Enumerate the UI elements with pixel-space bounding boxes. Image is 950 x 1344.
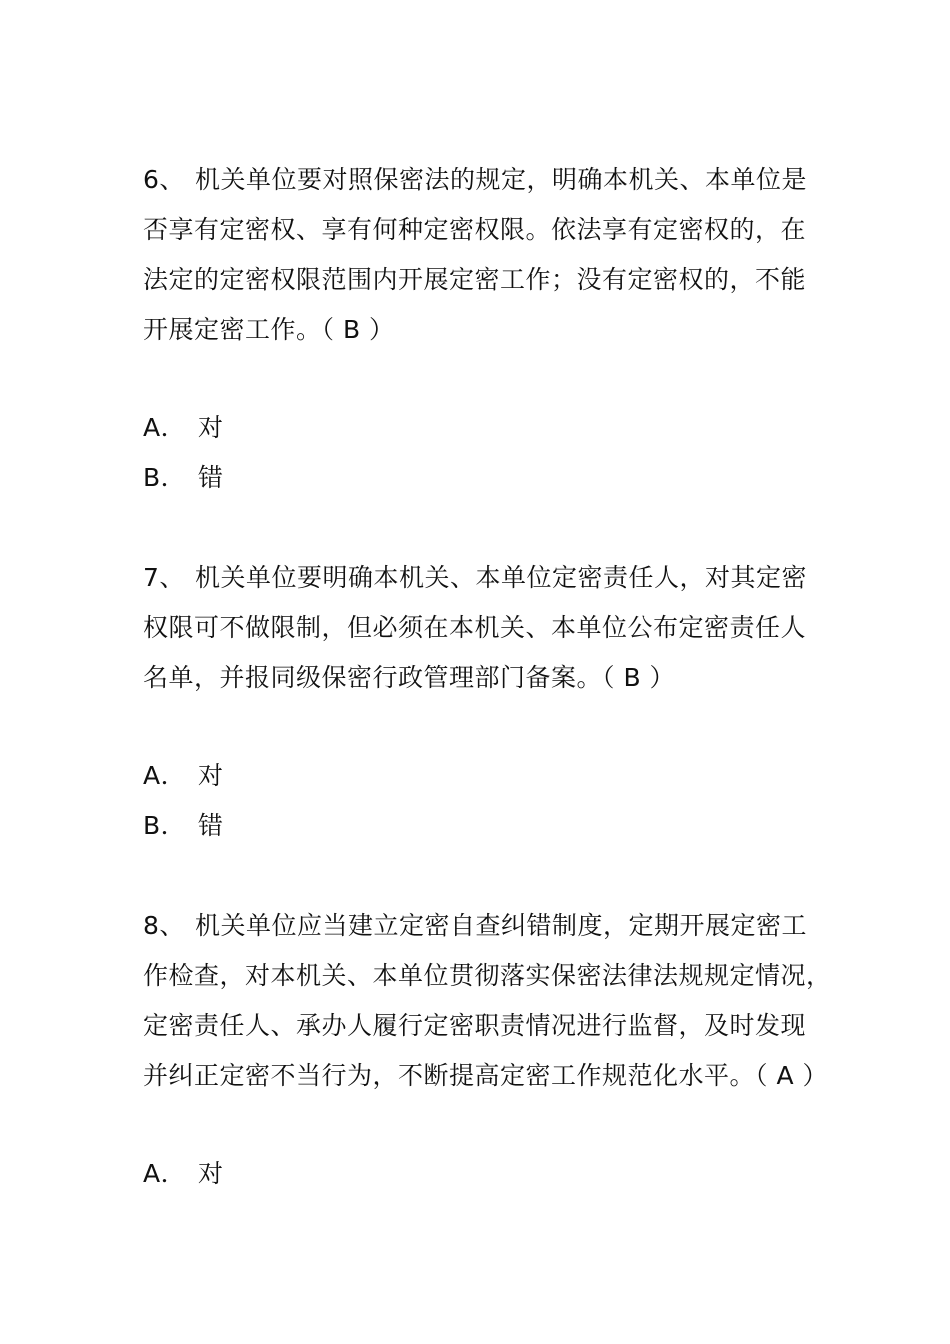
question-6-line-3: 法定的定密权限范围内开展定密工作；没有定密权的，不能: [143, 265, 807, 294]
option-text: 错: [198, 811, 224, 840]
question-text: 机关单位要对照保密法的规定，明确本机关、本单位是: [195, 165, 808, 194]
question-8-option-a: [143, 1157, 224, 1191]
option-text: 错: [198, 463, 224, 492]
question-6-option-a: [143, 411, 224, 445]
question-7-line-1: [143, 561, 807, 595]
question-7-line-3: 名单，并报同级保密行政管理部门备案。（ B ）: [143, 663, 676, 692]
question-text: 机关单位应当建立定密自查纠错制度，定期开展定密工: [195, 911, 808, 940]
option-text: 对: [198, 761, 224, 790]
option-text: 对: [198, 1159, 224, 1188]
option-letter: A．: [143, 413, 187, 442]
option-letter: B．: [143, 463, 187, 492]
question-8-line-2: 作检查，对本机关、本单位贯彻落实保密法律法规规定情况，: [143, 961, 832, 990]
question-6-option-b: [143, 461, 224, 495]
question-8-line-4: 并纠正定密不当行为，不断提高定密工作规范化水平。（ A ）: [143, 1061, 828, 1090]
question-number: 7、: [143, 563, 185, 592]
question-7-option-a: [143, 759, 224, 793]
question-8-line-3: 定密责任人、承办人履行定密职责情况进行监督，及时发现: [143, 1011, 807, 1040]
option-letter: A．: [143, 1159, 187, 1188]
question-6-line-4: 开展定密工作。（ B ）: [143, 315, 395, 344]
option-text: 对: [198, 413, 224, 442]
option-letter: B．: [143, 811, 187, 840]
question-7-line-2: 权限可不做限制，但必须在本机关、本单位公布定密责任人: [143, 613, 807, 642]
question-text: 机关单位要明确本机关、本单位定密责任人，对其定密: [195, 563, 808, 592]
option-letter: A．: [143, 761, 187, 790]
question-7-option-b: [143, 809, 224, 843]
question-number: 8、: [143, 911, 185, 940]
question-8-line-1: [143, 909, 807, 943]
question-6-line-1: [143, 163, 807, 197]
question-number: 6、: [143, 165, 185, 194]
question-6-line-2: 否享有定密权、享有何种定密权限。依法享有定密权的，在: [143, 215, 807, 244]
